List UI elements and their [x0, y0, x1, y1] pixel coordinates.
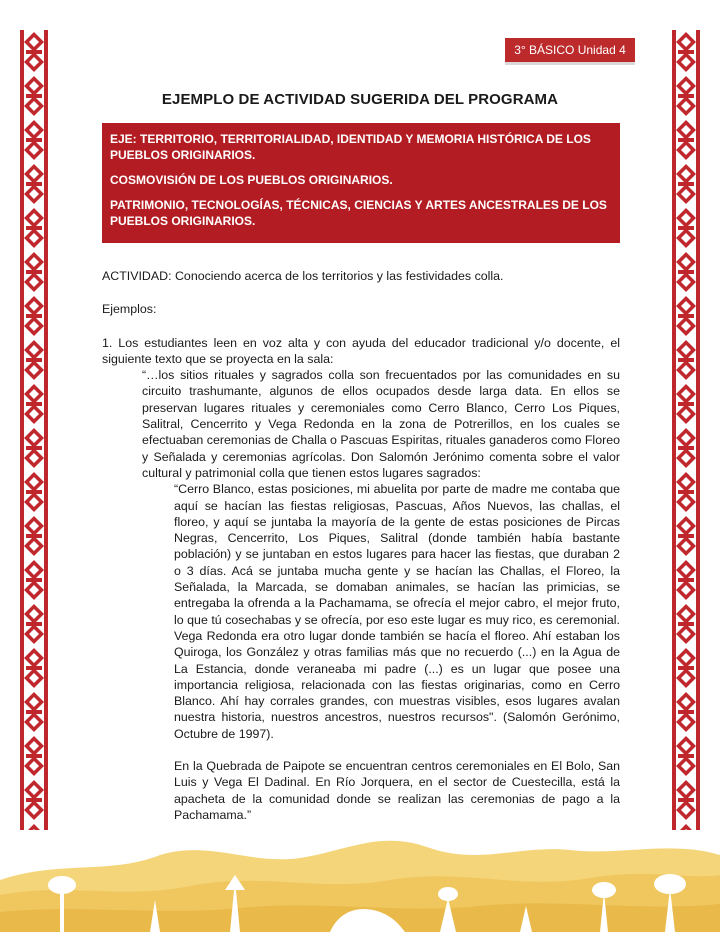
activity-content	[102, 268, 620, 823]
axis-line-2: COSMOVISIÓN DE LOS PUEBLOS ORIGINARIOS.	[110, 173, 393, 187]
unit-badge	[505, 38, 635, 62]
landscape-illustration	[0, 820, 720, 932]
axis-line-3: PATRIMONIO, TECNOLOGÍAS, TÉCNICAS, CIENCIAS Y ARTES ANCESTRALES DE LOS PUEBLOS ORIGINARIOS.	[110, 198, 607, 228]
page-title: EJEMPLO DE ACTIVIDAD SUGERIDA DEL PROGRAMA	[161, 91, 559, 108]
unit-badge-label: 3° BÁSICO Unidad 4	[514, 43, 626, 57]
woven-border-right	[672, 30, 700, 830]
instruction-item-1: 1. Los estudiantes leen en voz alta y con ayuda del educador tradicional y/o docente, el siguiente texto que se proyecta en la sala:	[102, 335, 620, 366]
quote-paragraph-2: “Cerro Blanco, estas posiciones, mi abuelita por parte de madre me contaba que aquí se hacían las fiestas religiosas, Pascuas, Años Nuevos, las challas, el floreo, y aquí se juntaba la mayoría de la gente de estas posiciones de Pircas Negras, Cencerrito, Los Piques, Salitral (donde también había bastante población) y se juntaban en estos lugares para hacer las fiestas, que duraban 2 o 3 días. Acá se juntaba mucha gente y se hacían las Challas, el Floreo, la Señalada, la Marcada, se domaban animales, se hacían las primicias, se entregaba la ofrenda a la Pachamama, se ofrecía el mejor cabro, el mejor fruto, lo que tú cosechabas y se ofrecía, por eso este lugar es muy rico, es ceremonial. Vega Redonda era otro lugar donde también se hacía el floreo. Ahí estaban los Quiroga, los González y otras familias más que no recuerdo (...) en la Agua de La Estancia, donde veraneaba mi padre (...) es un lugar que posee una importancia religiosa, relacionada con las fiestas originarias, como en Cerro Blanco. Ahí hay corrales grandes, con muestras visibles, esos lugares avalan nuestra historia, nuestros ancestros, nuestros recursos". (Salomón Gerónimo, Octubre de 1997).	[174, 482, 620, 741]
axis-line-1: EJE: TERRITORIO, TERRITORIALIDAD, IDENTIDAD Y MEMORIA HISTÓRICA DE LOS PUEBLOS ORIGINARIOS.	[110, 132, 591, 162]
quote-paragraph-1: “…los sitios rituales y sagrados colla son frecuentados por las comunidades en su circuito trashumante, algunos de ellos ocupados desde larga data. En ellos se preservan lugares rituales y ceremoniales como Cerro Blanco, Cerro Los Piques, Salitral, Cencerrito y Vega Redonda en la zona de Potrerillos, en los cuales se efectuaban ceremonias de Challa o Pascuas Espiritas, rituales ganaderos como Floreo y Señalada y ceremonias agrícolas. Don Salomón Jerónimo comenta sobre el valor cultural y patrimonial colla que tienen estos lugares sagrados:	[142, 368, 620, 480]
examples-label: Ejemplos:	[102, 302, 157, 317]
activity-title: ACTIVIDAD: Conociendo acerca de los territorios y las festividades colla.	[102, 269, 504, 283]
axes-box	[102, 123, 620, 243]
quote-paragraph-3: En la Quebrada de Paipote se encuentran centros ceremoniales en El Bolo, San Luis y Vega El Dadinal. En Río Jorquera, en el sector de Cuestecilla, está la apacheta de la comunidad donde se realizan las ceremonias de pago a la Pachamama.”	[174, 759, 620, 822]
woven-border-left	[20, 30, 48, 830]
